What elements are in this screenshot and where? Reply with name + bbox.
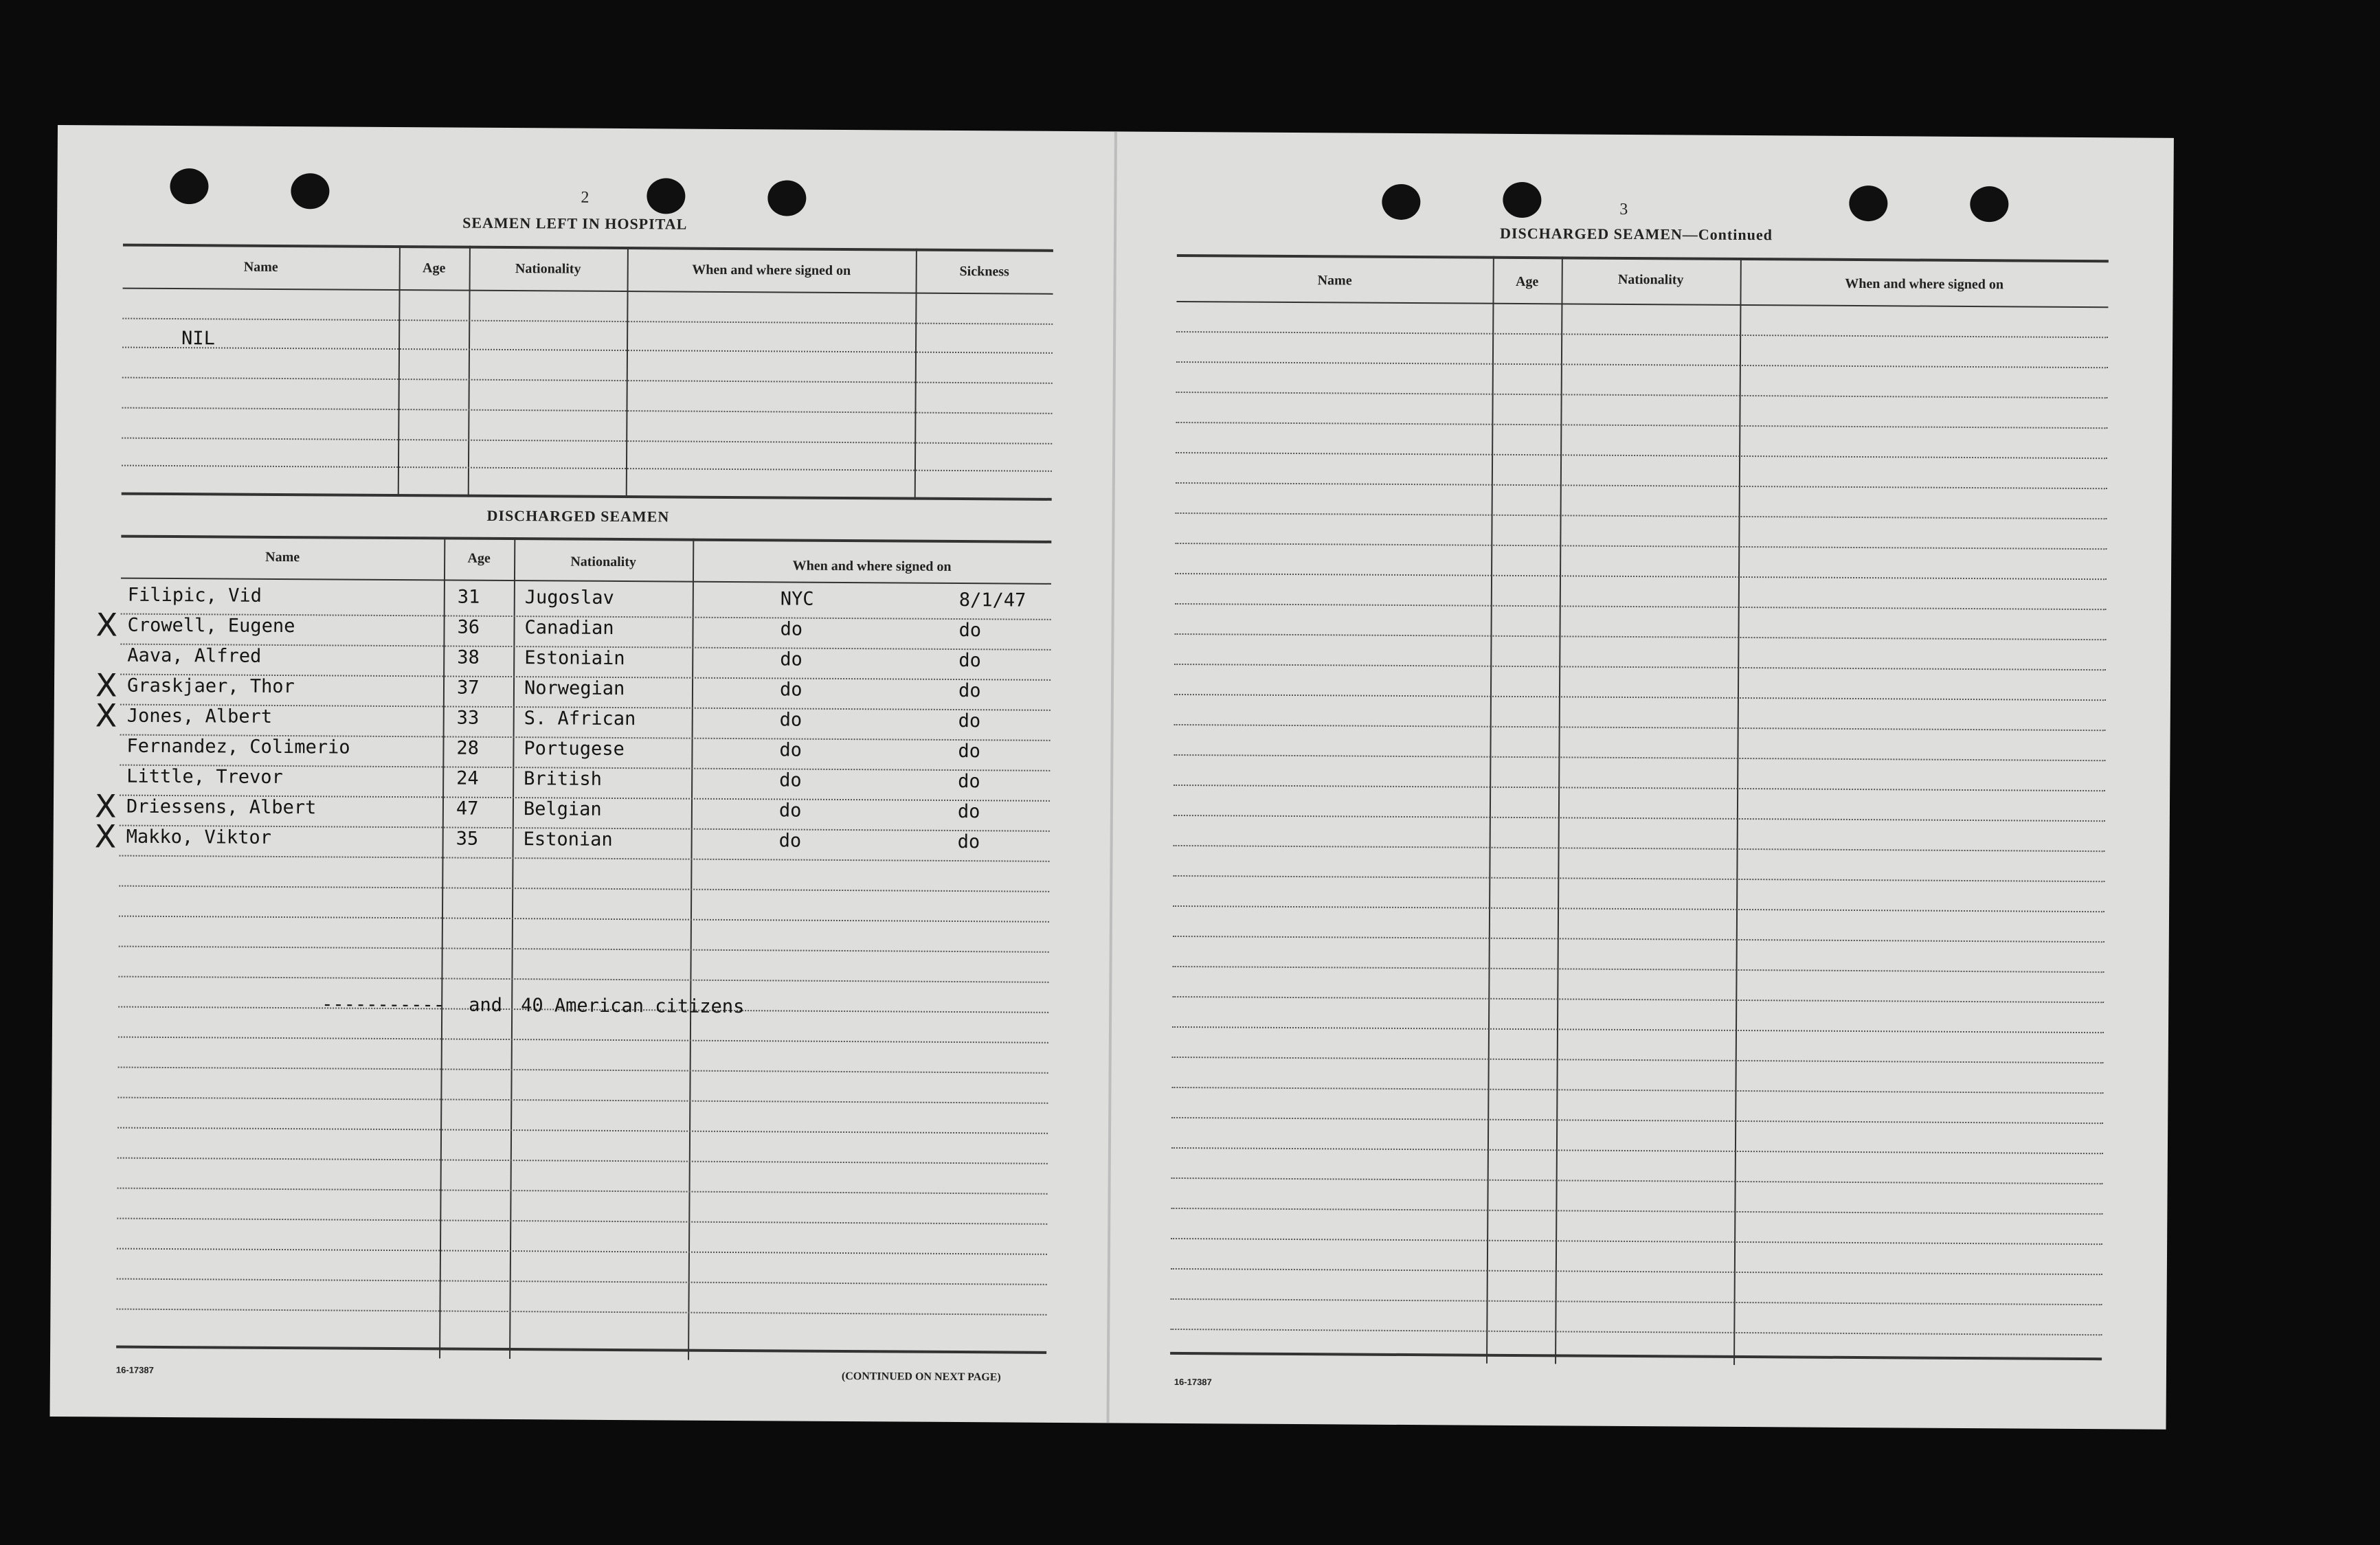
seaman-age: 47	[456, 798, 479, 820]
check-mark-icon: X	[94, 787, 117, 825]
ruled-line	[1176, 422, 2107, 429]
seaman-name: Fernandez, Colimerio	[126, 735, 350, 758]
ruled-line	[1175, 603, 2107, 610]
seaman-nationality: British	[524, 768, 603, 790]
column-header-age: Age	[1515, 273, 1539, 290]
table-row	[94, 817, 1050, 861]
ruled-line	[1171, 1208, 2102, 1215]
signed-on-place: do	[779, 769, 802, 791]
ruled-line	[1175, 573, 2107, 580]
ruled-line	[1173, 905, 2104, 912]
ruled-line	[1171, 1117, 2103, 1124]
ruled-line	[117, 1188, 1048, 1195]
ruled-line	[1174, 754, 2105, 761]
footer-and: and	[469, 994, 503, 1016]
hospital-section-title: SEAMEN LEFT IN HOSPITAL	[462, 214, 688, 233]
seaman-nationality: Jugoslav	[524, 587, 614, 609]
ruled-line	[1174, 633, 2106, 640]
signed-on-place: do	[780, 649, 802, 670]
signed-on-place: NYC	[780, 588, 814, 610]
ruled-line	[1174, 815, 2105, 822]
signed-on-place: do	[779, 739, 802, 761]
column-header-signed-on: When and where signed on	[1845, 275, 2004, 293]
ruled-line	[1176, 361, 2108, 368]
ruled-line	[1171, 1087, 2103, 1094]
seaman-nationality: Belgian	[523, 798, 602, 820]
punch-hole	[291, 173, 329, 209]
page-number: 2	[581, 188, 590, 207]
seaman-nationality: Canadian	[524, 617, 614, 639]
signed-on-date: do	[957, 831, 980, 853]
ruled-line	[1171, 1268, 2102, 1275]
signed-on-place: do	[778, 830, 802, 852]
signed-on-date: do	[958, 620, 982, 642]
ruled-line	[1173, 936, 2104, 943]
discharged-continued-table	[1170, 254, 2109, 1367]
seaman-age: 33	[456, 707, 480, 729]
ruled-line	[1174, 694, 2106, 701]
ruled-line	[1176, 392, 2108, 398]
ruled-line	[117, 1248, 1047, 1255]
page-number: 3	[1619, 200, 1628, 218]
ruled-line	[119, 946, 1049, 953]
punch-hole	[1382, 184, 1420, 220]
seaman-nationality: S. African	[524, 708, 636, 730]
seaman-nationality: Portugese	[524, 738, 625, 760]
seaman-name: Jones, Albert	[126, 705, 273, 728]
ruled-line	[1172, 1026, 2104, 1033]
column-header-nationality: Nationality	[570, 554, 636, 570]
column-header-age: Age	[422, 260, 446, 276]
hospital-entry: NIL	[181, 328, 215, 350]
ruled-line	[118, 1067, 1048, 1074]
signed-on-date: do	[958, 680, 981, 702]
punch-hole	[1849, 185, 1887, 221]
check-mark-icon: X	[95, 666, 117, 704]
punch-hole	[647, 178, 685, 214]
discharged-section-title: DISCHARGED SEAMEN	[486, 506, 670, 526]
punch-hole	[1970, 186, 2008, 222]
ruled-line	[1176, 331, 2108, 338]
signed-on-date: do	[958, 741, 981, 763]
signed-on-date: do	[958, 710, 981, 732]
seaman-age: 24	[456, 767, 479, 789]
ruled-line	[1172, 996, 2104, 1003]
column-header-nationality: Nationality	[1617, 271, 1684, 288]
ruled-line	[118, 1037, 1048, 1044]
seaman-nationality: Norwegian	[524, 677, 625, 700]
ruled-line	[1175, 543, 2107, 550]
ruled-line	[1170, 1329, 2102, 1335]
form-number: 16-17387	[1174, 1376, 1212, 1388]
ruled-line	[1171, 1298, 2102, 1305]
ruled-line	[117, 1158, 1048, 1164]
column-header-signed-on: When and where signed on	[692, 262, 851, 279]
continued-note: (CONTINUED ON NEXT PAGE)	[841, 1371, 1001, 1384]
ruled-line	[117, 1127, 1048, 1134]
ruled-line	[1171, 1177, 2103, 1184]
column-header-signed-on: When and where signed on	[792, 558, 952, 574]
ruled-line	[116, 1309, 1046, 1316]
seaman-age: 37	[456, 677, 480, 699]
column-header-name: Name	[1317, 273, 1352, 289]
form-number: 16-17387	[115, 1364, 154, 1375]
seaman-age: 28	[456, 737, 480, 759]
signed-on-place: do	[780, 618, 803, 640]
punch-hole	[767, 180, 806, 216]
seaman-name: Makko, Viktor	[126, 826, 272, 848]
seaman-age: 36	[457, 616, 480, 638]
footer-dashes: -----------	[322, 993, 445, 1016]
document-sheet	[50, 125, 2174, 1430]
ruled-line	[1176, 482, 2107, 489]
seaman-name: Crowell, Eugene	[127, 614, 295, 638]
ruled-line	[117, 1218, 1047, 1225]
ruled-line	[1171, 1238, 2102, 1245]
hospital-table	[122, 244, 1053, 501]
ruled-line	[119, 886, 1049, 892]
ruled-line	[1173, 875, 2104, 882]
signed-on-date: do	[957, 801, 980, 823]
ruled-line	[117, 1097, 1048, 1104]
seaman-name: Aava, Alfred	[127, 644, 262, 667]
seaman-age: 35	[456, 828, 479, 850]
column-header-age: Age	[467, 550, 491, 566]
ruled-line	[119, 916, 1049, 923]
left-page	[50, 125, 1116, 1423]
column-header-name: Name	[243, 259, 278, 275]
signed-on-date: do	[958, 650, 981, 672]
ruled-line	[1172, 1057, 2104, 1063]
seaman-age: 31	[457, 586, 480, 608]
seaman-name: Filipic, Vid	[127, 584, 262, 607]
signed-on-date: 8/1/47	[958, 589, 1026, 611]
ruled-line	[117, 1278, 1047, 1285]
seaman-name: Graskjaer, Thor	[126, 675, 295, 698]
punch-hole	[170, 168, 208, 204]
seaman-name: Driessens, Albert	[126, 796, 317, 819]
right-page	[1108, 131, 2173, 1429]
check-mark-icon: X	[96, 606, 118, 644]
right-section-title: DISCHARGED SEAMEN—Continued	[1500, 224, 1773, 244]
seaman-nationality: Estoniain	[524, 647, 625, 670]
ruled-line	[1174, 724, 2106, 731]
check-mark-icon: X	[94, 817, 117, 855]
ruled-line	[118, 976, 1048, 983]
ruled-line	[1174, 664, 2106, 670]
footer-note: 40 American citizens	[521, 995, 745, 1018]
seaman-name: Little, Trevor	[126, 765, 283, 789]
ruled-line	[1173, 966, 2104, 973]
check-mark-icon: X	[95, 697, 117, 734]
punch-hole	[1503, 182, 1541, 218]
discharged-table	[94, 535, 1051, 1362]
column-header-sickness: Sickness	[959, 264, 1009, 280]
ruled-line	[1176, 512, 2107, 519]
signed-on-date: do	[958, 771, 980, 793]
column-header-nationality: Nationality	[515, 261, 581, 277]
ruled-line	[1174, 845, 2105, 852]
seaman-nationality: Estonian	[523, 828, 613, 850]
signed-on-place: do	[779, 679, 802, 701]
signed-on-place: do	[779, 709, 802, 731]
signed-on-place: do	[778, 800, 802, 822]
column-header-name: Name	[265, 549, 300, 565]
seaman-age: 38	[457, 646, 480, 668]
ruled-line	[1174, 785, 2105, 791]
ruled-line	[1176, 452, 2107, 459]
ruled-line	[1171, 1147, 2103, 1154]
